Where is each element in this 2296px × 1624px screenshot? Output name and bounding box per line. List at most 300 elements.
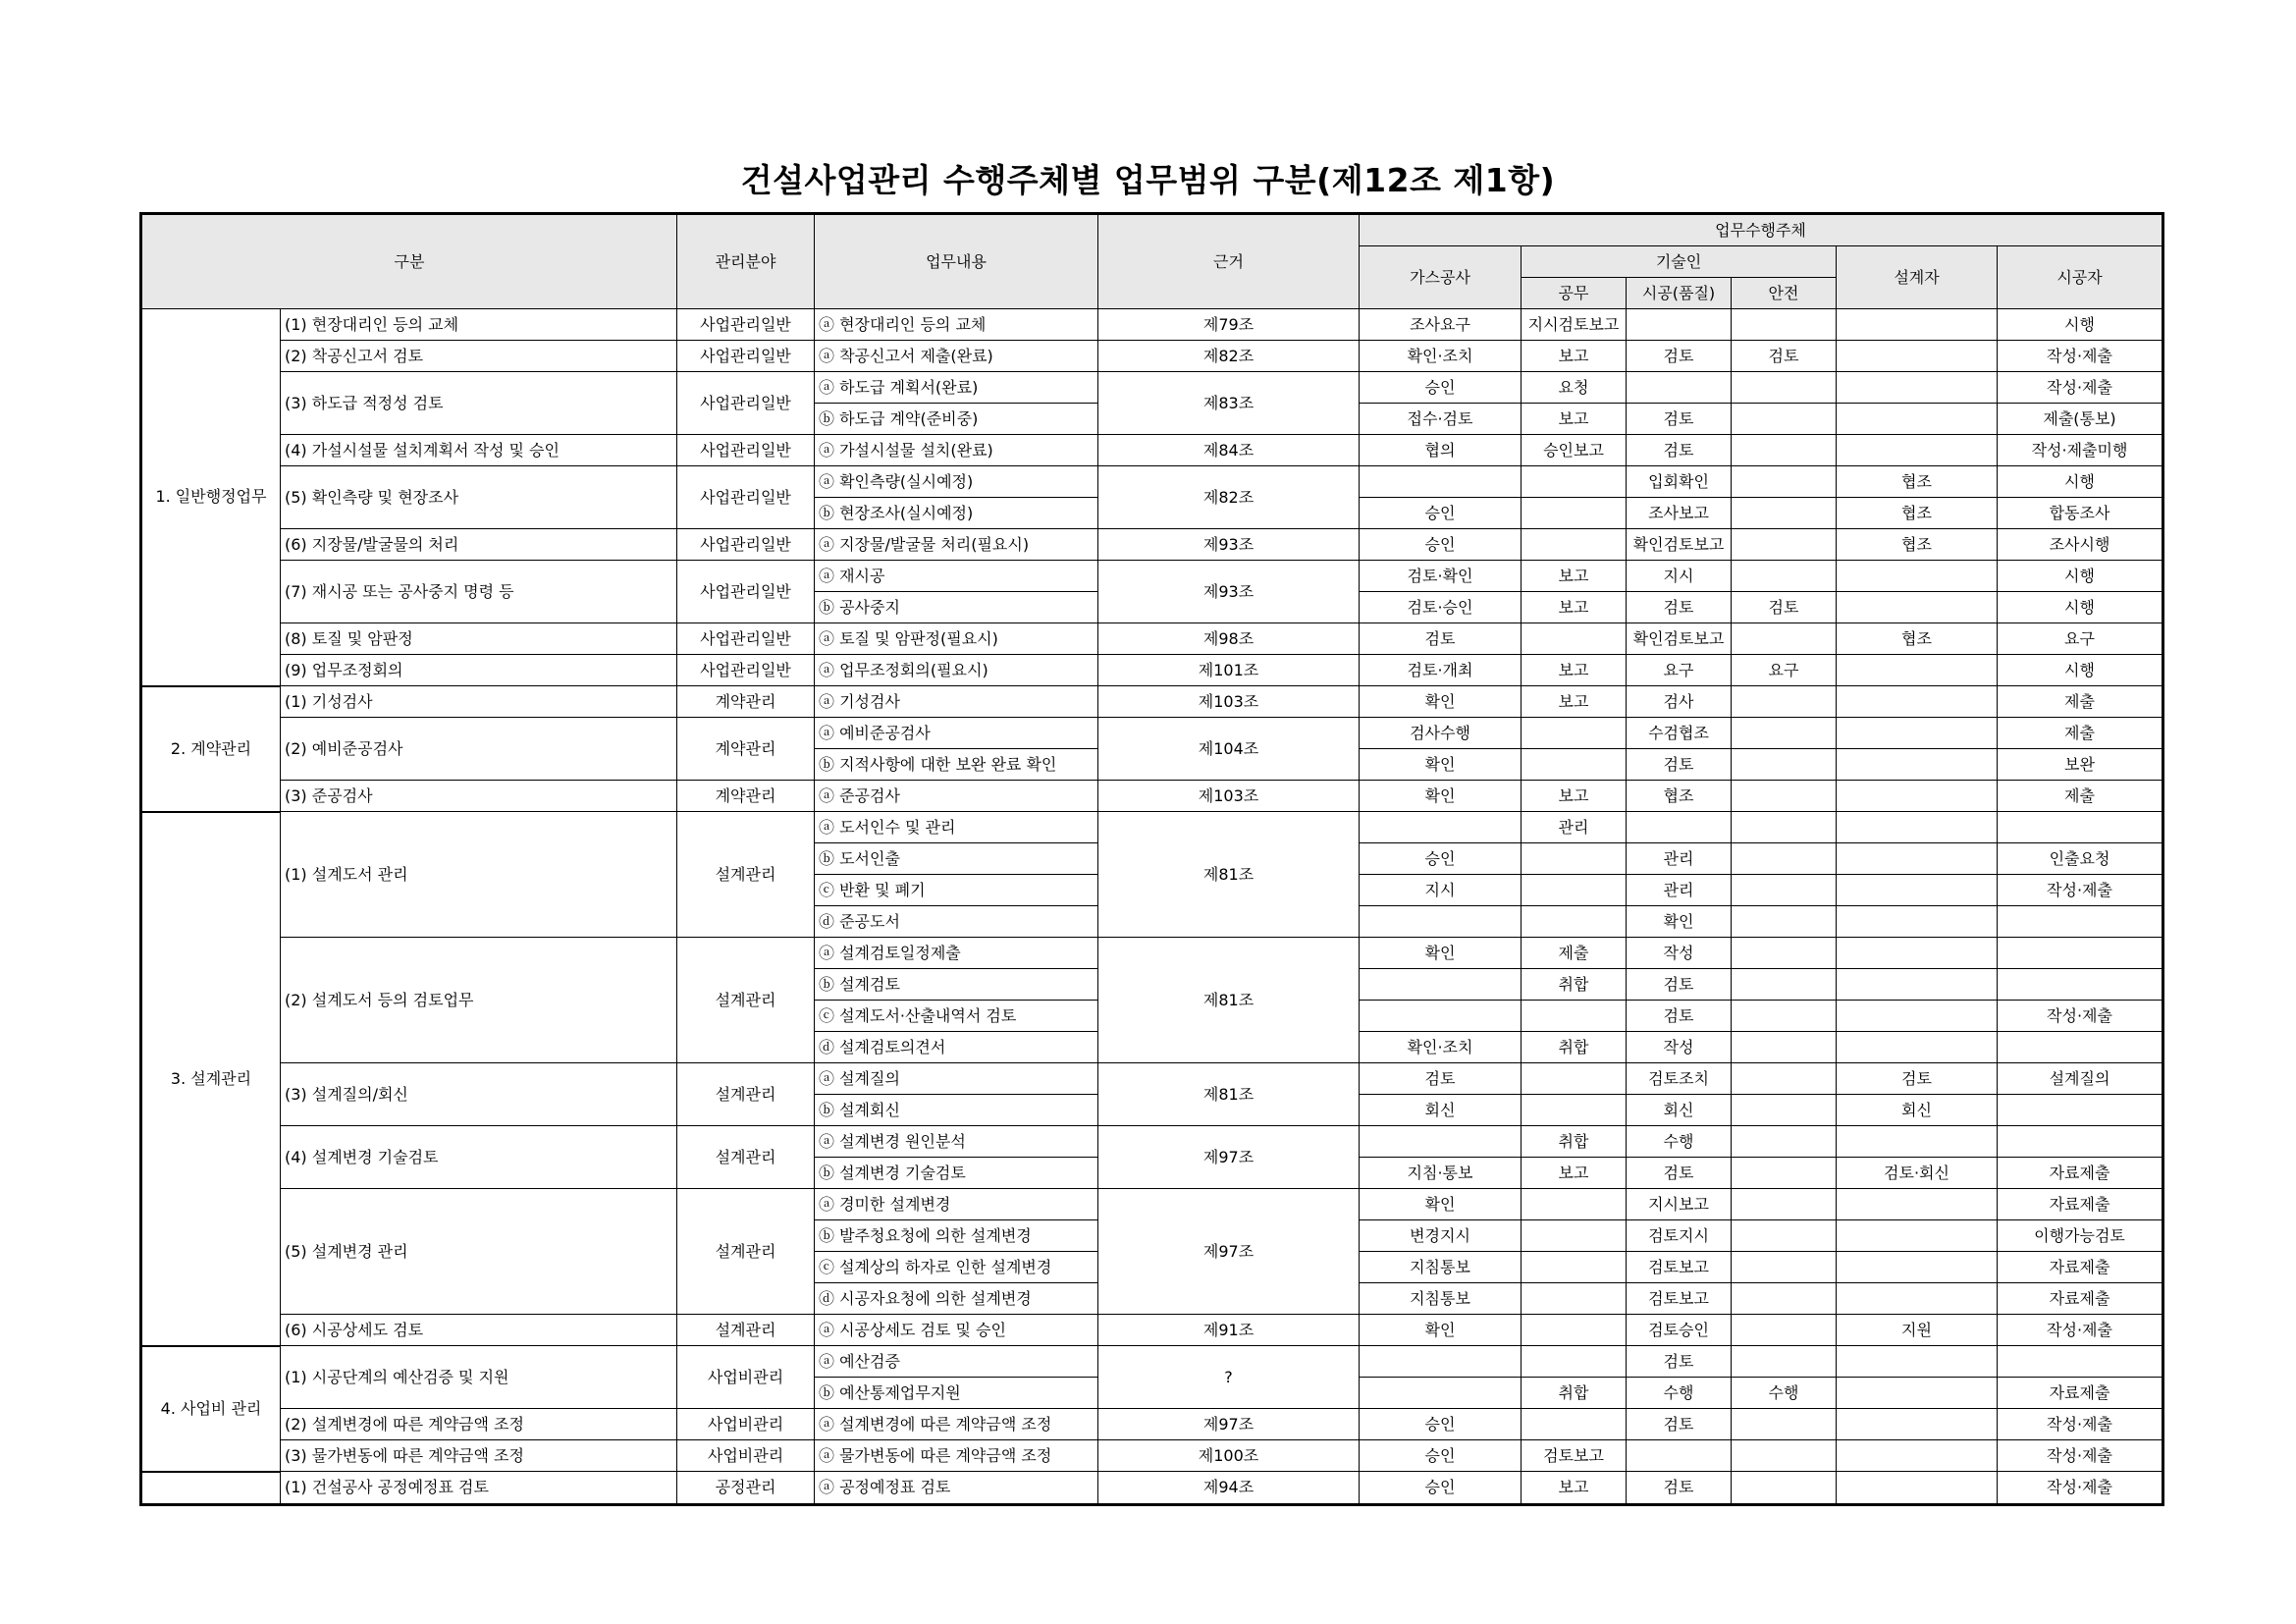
field-cell: 사업비관리 bbox=[677, 1440, 815, 1472]
contractor-cell: 작성·제출 bbox=[1998, 1440, 2163, 1472]
task-cell: ⓓ 설계검토의견서 bbox=[815, 1032, 1098, 1063]
task-cell: ⓑ 하도급 계약(준비중) bbox=[815, 404, 1098, 435]
gongmu-cell bbox=[1522, 1315, 1627, 1346]
task-cell: ⓐ 경미한 설계변경 bbox=[815, 1189, 1098, 1220]
designer-cell bbox=[1837, 309, 1998, 341]
safety-cell bbox=[1732, 938, 1837, 969]
gongmu-cell: 보고 bbox=[1522, 404, 1627, 435]
item-cell: (5) 설계변경 관리 bbox=[281, 1189, 677, 1315]
task-cell: ⓐ 기성검사 bbox=[815, 686, 1098, 718]
header-quality: 시공(품질) bbox=[1627, 278, 1732, 309]
safety-cell bbox=[1732, 372, 1837, 404]
contractor-cell: 제출 bbox=[1998, 781, 2163, 812]
designer-cell bbox=[1837, 655, 1998, 686]
contractor-cell: 자료제출 bbox=[1998, 1158, 2163, 1189]
safety-cell bbox=[1732, 843, 1837, 875]
safety-cell bbox=[1732, 1283, 1837, 1315]
designer-cell bbox=[1837, 843, 1998, 875]
contractor-cell: 시행 bbox=[1998, 592, 2163, 623]
task-cell: ⓐ 가설시설물 설치(완료) bbox=[815, 435, 1098, 466]
contractor-cell bbox=[1998, 812, 2163, 843]
quality-cell: 검토 bbox=[1627, 592, 1732, 623]
field-cell: 사업관리일반 bbox=[677, 466, 815, 529]
basis-cell: 제97조 bbox=[1098, 1409, 1360, 1440]
gas-cell: 접수·검토 bbox=[1360, 404, 1522, 435]
safety-cell bbox=[1732, 749, 1837, 781]
gas-cell: 변경지시 bbox=[1360, 1220, 1522, 1252]
designer-cell bbox=[1837, 561, 1998, 592]
contractor-cell bbox=[1998, 906, 2163, 938]
task-cell: ⓑ 도서인출 bbox=[815, 843, 1098, 875]
contractor-cell bbox=[1998, 1126, 2163, 1158]
gongmu-cell: 검토보고 bbox=[1522, 1440, 1627, 1472]
quality-cell: 수행 bbox=[1627, 1126, 1732, 1158]
basis-cell: 제94조 bbox=[1098, 1472, 1360, 1505]
contractor-cell: 이행가능검토 bbox=[1998, 1220, 2163, 1252]
table-row bbox=[141, 466, 2163, 498]
header-gongmu: 공무 bbox=[1522, 278, 1627, 309]
item-cell: (1) 건설공사 공정예정표 검토 bbox=[281, 1472, 677, 1505]
task-cell: ⓐ 현장대리인 등의 교체 bbox=[815, 309, 1098, 341]
contractor-cell: 시행 bbox=[1998, 309, 2163, 341]
quality-cell: 수행 bbox=[1627, 1378, 1732, 1409]
quality-cell bbox=[1627, 812, 1732, 843]
gongmu-cell: 보고 bbox=[1522, 1158, 1627, 1189]
basis-cell: 제100조 bbox=[1098, 1440, 1360, 1472]
table-row bbox=[141, 718, 2163, 749]
safety-cell bbox=[1732, 875, 1837, 906]
gas-cell bbox=[1360, 969, 1522, 1001]
safety-cell: 수행 bbox=[1732, 1378, 1837, 1409]
field-cell: 공정관리 bbox=[677, 1472, 815, 1505]
table-row bbox=[141, 686, 2163, 718]
item-cell: (9) 업무조정회의 bbox=[281, 655, 677, 686]
task-cell: ⓐ 업무조정회의(필요시) bbox=[815, 655, 1098, 686]
field-cell: 설계관리 bbox=[677, 1063, 815, 1126]
header-gubun: 구분 bbox=[141, 214, 677, 309]
gongmu-cell bbox=[1522, 1220, 1627, 1252]
gas-cell: 검토·승인 bbox=[1360, 592, 1522, 623]
contractor-cell: 인출요청 bbox=[1998, 843, 2163, 875]
gas-cell: 지침통보 bbox=[1360, 1283, 1522, 1315]
task-cell: ⓑ 설계변경 기술검토 bbox=[815, 1158, 1098, 1189]
gongmu-cell bbox=[1522, 1095, 1627, 1126]
basis-cell: ? bbox=[1098, 1346, 1360, 1409]
contractor-cell: 요구 bbox=[1998, 623, 2163, 655]
quality-cell: 검토조치 bbox=[1627, 1063, 1732, 1095]
designer-cell bbox=[1837, 1220, 1998, 1252]
table-row bbox=[141, 781, 2163, 812]
gas-cell bbox=[1360, 466, 1522, 498]
safety-cell bbox=[1732, 435, 1837, 466]
category-cell: 2. 계약관리 bbox=[141, 686, 281, 812]
designer-cell bbox=[1837, 341, 1998, 372]
field-cell: 계약관리 bbox=[677, 781, 815, 812]
designer-cell bbox=[1837, 1472, 1998, 1505]
basis-cell: 제82조 bbox=[1098, 341, 1360, 372]
designer-cell bbox=[1837, 749, 1998, 781]
field-cell: 사업관리일반 bbox=[677, 623, 815, 655]
safety-cell bbox=[1732, 1252, 1837, 1283]
task-cell: ⓒ 설계상의 하자로 인한 설계변경 bbox=[815, 1252, 1098, 1283]
task-cell: ⓑ 설계검토 bbox=[815, 969, 1098, 1001]
gongmu-cell: 승인보고 bbox=[1522, 435, 1627, 466]
basis-cell: 제79조 bbox=[1098, 309, 1360, 341]
gongmu-cell: 취합 bbox=[1522, 1032, 1627, 1063]
field-cell: 설계관리 bbox=[677, 1189, 815, 1315]
item-cell: (1) 현장대리인 등의 교체 bbox=[281, 309, 677, 341]
designer-cell bbox=[1837, 906, 1998, 938]
table-row bbox=[141, 1409, 2163, 1440]
designer-cell: 지원 bbox=[1837, 1315, 1998, 1346]
header-field: 관리분야 bbox=[677, 214, 815, 309]
item-cell: (3) 설계질의/회신 bbox=[281, 1063, 677, 1126]
safety-cell bbox=[1732, 781, 1837, 812]
table-row bbox=[141, 1346, 2163, 1378]
designer-cell: 검토 bbox=[1837, 1063, 1998, 1095]
quality-cell: 검토 bbox=[1627, 1472, 1732, 1505]
quality-cell: 확인 bbox=[1627, 906, 1732, 938]
basis-cell: 제93조 bbox=[1098, 529, 1360, 561]
quality-cell: 검토 bbox=[1627, 1001, 1732, 1032]
item-cell: (5) 확인측량 및 현장조사 bbox=[281, 466, 677, 529]
gas-cell: 검토·개최 bbox=[1360, 655, 1522, 686]
task-cell: ⓐ 착공신고서 제출(완료) bbox=[815, 341, 1098, 372]
task-cell: ⓓ 시공자요청에 의한 설계변경 bbox=[815, 1283, 1098, 1315]
gas-cell: 지침통보 bbox=[1360, 1252, 1522, 1283]
quality-cell: 검토보고 bbox=[1627, 1283, 1732, 1315]
designer-cell bbox=[1837, 875, 1998, 906]
task-cell: ⓐ 설계변경 원인분석 bbox=[815, 1126, 1098, 1158]
category-cell: 1. 일반행정업무 bbox=[141, 309, 281, 686]
gongmu-cell bbox=[1522, 843, 1627, 875]
field-cell: 설계관리 bbox=[677, 1126, 815, 1189]
quality-cell: 수검협조 bbox=[1627, 718, 1732, 749]
table-row bbox=[141, 341, 2163, 372]
quality-cell bbox=[1627, 1440, 1732, 1472]
header-contractor: 시공자 bbox=[1998, 246, 2163, 309]
contractor-cell: 제출 bbox=[1998, 718, 2163, 749]
gas-cell bbox=[1360, 1126, 1522, 1158]
basis-cell: 제82조 bbox=[1098, 466, 1360, 529]
designer-cell bbox=[1837, 1032, 1998, 1063]
task-cell: ⓐ 토질 및 암판정(필요시) bbox=[815, 623, 1098, 655]
designer-cell bbox=[1837, 1189, 1998, 1220]
gas-cell: 승인 bbox=[1360, 1440, 1522, 1472]
gongmu-cell bbox=[1522, 498, 1627, 529]
task-cell: ⓑ 지적사항에 대한 보완 완료 확인 bbox=[815, 749, 1098, 781]
gongmu-cell: 보고 bbox=[1522, 1472, 1627, 1505]
gas-cell: 확인 bbox=[1360, 686, 1522, 718]
gas-cell bbox=[1360, 1346, 1522, 1378]
category-cell bbox=[141, 1472, 281, 1505]
gas-cell bbox=[1360, 906, 1522, 938]
header-gas: 가스공사 bbox=[1360, 246, 1522, 309]
quality-cell: 작성 bbox=[1627, 938, 1732, 969]
gas-cell bbox=[1360, 812, 1522, 843]
gongmu-cell bbox=[1522, 529, 1627, 561]
gas-cell: 지시 bbox=[1360, 875, 1522, 906]
field-cell: 설계관리 bbox=[677, 938, 815, 1063]
task-cell: ⓐ 물가변동에 따른 계약금액 조정 bbox=[815, 1440, 1098, 1472]
designer-cell: 검토·회신 bbox=[1837, 1158, 1998, 1189]
safety-cell bbox=[1732, 1440, 1837, 1472]
designer-cell bbox=[1837, 1283, 1998, 1315]
safety-cell bbox=[1732, 1472, 1837, 1505]
contractor-cell: 제출 bbox=[1998, 686, 2163, 718]
basis-cell: 제104조 bbox=[1098, 718, 1360, 781]
quality-cell: 지시보고 bbox=[1627, 1189, 1732, 1220]
task-cell: ⓐ 설계변경에 따른 계약금액 조정 bbox=[815, 1409, 1098, 1440]
table-row bbox=[141, 1315, 2163, 1346]
designer-cell bbox=[1837, 686, 1998, 718]
basis-cell: 제81조 bbox=[1098, 812, 1360, 938]
contractor-cell: 시행 bbox=[1998, 655, 2163, 686]
safety-cell bbox=[1732, 1346, 1837, 1378]
gas-cell: 지침·통보 bbox=[1360, 1158, 1522, 1189]
quality-cell: 관리 bbox=[1627, 843, 1732, 875]
contractor-cell bbox=[1998, 969, 2163, 1001]
safety-cell bbox=[1732, 686, 1837, 718]
item-cell: (2) 설계도서 등의 검토업무 bbox=[281, 938, 677, 1063]
gongmu-cell bbox=[1522, 466, 1627, 498]
quality-cell: 검토지시 bbox=[1627, 1220, 1732, 1252]
contractor-cell bbox=[1998, 1346, 2163, 1378]
basis-cell: 제84조 bbox=[1098, 435, 1360, 466]
designer-cell bbox=[1837, 372, 1998, 404]
quality-cell: 검토 bbox=[1627, 1409, 1732, 1440]
gas-cell: 승인 bbox=[1360, 1409, 1522, 1440]
task-cell: ⓐ 재시공 bbox=[815, 561, 1098, 592]
quality-cell: 검사 bbox=[1627, 686, 1732, 718]
task-cell: ⓐ 하도급 계획서(완료) bbox=[815, 372, 1098, 404]
designer-cell bbox=[1837, 1001, 1998, 1032]
item-cell: (2) 설계변경에 따른 계약금액 조정 bbox=[281, 1409, 677, 1440]
quality-cell: 검토 bbox=[1627, 435, 1732, 466]
gongmu-cell: 제출 bbox=[1522, 938, 1627, 969]
safety-cell bbox=[1732, 1095, 1837, 1126]
designer-cell: 협조 bbox=[1837, 498, 1998, 529]
field-cell: 사업관리일반 bbox=[677, 435, 815, 466]
field-cell: 계약관리 bbox=[677, 686, 815, 718]
gongmu-cell: 보고 bbox=[1522, 341, 1627, 372]
designer-cell bbox=[1837, 1252, 1998, 1283]
safety-cell bbox=[1732, 1409, 1837, 1440]
safety-cell: 검토 bbox=[1732, 341, 1837, 372]
gongmu-cell bbox=[1522, 1063, 1627, 1095]
field-cell: 사업관리일반 bbox=[677, 655, 815, 686]
field-cell: 사업관리일반 bbox=[677, 529, 815, 561]
quality-cell: 조사보고 bbox=[1627, 498, 1732, 529]
field-cell: 사업관리일반 bbox=[677, 341, 815, 372]
safety-cell bbox=[1732, 498, 1837, 529]
contractor-cell: 조사시행 bbox=[1998, 529, 2163, 561]
safety-cell bbox=[1732, 1001, 1837, 1032]
safety-cell bbox=[1732, 906, 1837, 938]
safety-cell bbox=[1732, 1063, 1837, 1095]
header-performer: 업무수행주체 bbox=[1360, 214, 2163, 246]
quality-cell: 검토승인 bbox=[1627, 1315, 1732, 1346]
quality-cell: 입회확인 bbox=[1627, 466, 1732, 498]
gongmu-cell bbox=[1522, 1346, 1627, 1378]
task-cell: ⓐ 예산검증 bbox=[815, 1346, 1098, 1378]
gas-cell: 확인 bbox=[1360, 781, 1522, 812]
header-safety: 안전 bbox=[1732, 278, 1837, 309]
field-cell: 사업관리일반 bbox=[677, 561, 815, 623]
table-row bbox=[141, 1440, 2163, 1472]
gas-cell bbox=[1360, 1378, 1522, 1409]
quality-cell: 검토 bbox=[1627, 404, 1732, 435]
designer-cell bbox=[1837, 969, 1998, 1001]
gongmu-cell bbox=[1522, 906, 1627, 938]
field-cell: 설계관리 bbox=[677, 812, 815, 938]
gas-cell: 승인 bbox=[1360, 498, 1522, 529]
table-row bbox=[141, 1472, 2163, 1505]
quality-cell bbox=[1627, 309, 1732, 341]
table-row bbox=[141, 812, 2163, 843]
gongmu-cell: 보고 bbox=[1522, 781, 1627, 812]
gas-cell: 회신 bbox=[1360, 1095, 1522, 1126]
gongmu-cell bbox=[1522, 718, 1627, 749]
basis-cell: 제91조 bbox=[1098, 1315, 1360, 1346]
gongmu-cell bbox=[1522, 1409, 1627, 1440]
designer-cell bbox=[1837, 718, 1998, 749]
task-cell: ⓐ 설계질의 bbox=[815, 1063, 1098, 1095]
basis-cell: 제98조 bbox=[1098, 623, 1360, 655]
safety-cell bbox=[1732, 1032, 1837, 1063]
designer-cell bbox=[1837, 938, 1998, 969]
table-row bbox=[141, 938, 2163, 969]
task-cell: ⓐ 시공상세도 검토 및 승인 bbox=[815, 1315, 1098, 1346]
table-row bbox=[141, 1126, 2163, 1158]
gas-cell: 확인 bbox=[1360, 1315, 1522, 1346]
task-cell: ⓑ 현장조사(실시예정) bbox=[815, 498, 1098, 529]
quality-cell: 검토 bbox=[1627, 341, 1732, 372]
gas-cell bbox=[1360, 1001, 1522, 1032]
designer-cell bbox=[1837, 812, 1998, 843]
table-row bbox=[141, 561, 2163, 592]
header-engineer: 기술인 bbox=[1522, 246, 1837, 278]
contractor-cell bbox=[1998, 1095, 2163, 1126]
table-row bbox=[141, 1063, 2163, 1095]
task-cell: ⓐ 확인측량(실시예정) bbox=[815, 466, 1098, 498]
contractor-cell: 자료제출 bbox=[1998, 1189, 2163, 1220]
table-row bbox=[141, 529, 2163, 561]
gas-cell: 확인 bbox=[1360, 938, 1522, 969]
task-cell: ⓒ 반환 및 폐기 bbox=[815, 875, 1098, 906]
table-row bbox=[141, 623, 2163, 655]
contractor-cell bbox=[1998, 938, 2163, 969]
basis-cell: 제81조 bbox=[1098, 1063, 1360, 1126]
task-cell: ⓓ 준공도서 bbox=[815, 906, 1098, 938]
field-cell: 사업관리일반 bbox=[677, 309, 815, 341]
gongmu-cell: 요청 bbox=[1522, 372, 1627, 404]
task-cell: ⓐ 지장물/발굴물 처리(필요시) bbox=[815, 529, 1098, 561]
gongmu-cell: 지시검토보고 bbox=[1522, 309, 1627, 341]
gongmu-cell bbox=[1522, 875, 1627, 906]
gongmu-cell bbox=[1522, 623, 1627, 655]
item-cell: (3) 하도급 적정성 검토 bbox=[281, 372, 677, 435]
gongmu-cell bbox=[1522, 1189, 1627, 1220]
category-cell: 4. 사업비 관리 bbox=[141, 1346, 281, 1472]
designer-cell bbox=[1837, 592, 1998, 623]
gongmu-cell: 보고 bbox=[1522, 686, 1627, 718]
designer-cell: 협조 bbox=[1837, 466, 1998, 498]
gas-cell: 확인 bbox=[1360, 1189, 1522, 1220]
quality-cell: 협조 bbox=[1627, 781, 1732, 812]
gongmu-cell: 취합 bbox=[1522, 1126, 1627, 1158]
task-cell: ⓐ 공정예정표 검토 bbox=[815, 1472, 1098, 1505]
gongmu-cell: 관리 bbox=[1522, 812, 1627, 843]
gas-cell: 검토·확인 bbox=[1360, 561, 1522, 592]
item-cell: (3) 준공검사 bbox=[281, 781, 677, 812]
designer-cell: 협조 bbox=[1837, 529, 1998, 561]
safety-cell bbox=[1732, 1189, 1837, 1220]
basis-cell: 제97조 bbox=[1098, 1189, 1360, 1315]
safety-cell bbox=[1732, 812, 1837, 843]
contractor-cell: 작성·제출 bbox=[1998, 1315, 2163, 1346]
table-row bbox=[141, 372, 2163, 404]
quality-cell: 지시 bbox=[1627, 561, 1732, 592]
basis-cell: 제83조 bbox=[1098, 372, 1360, 435]
contractor-cell: 작성·제출 bbox=[1998, 341, 2163, 372]
gas-cell: 검토 bbox=[1360, 623, 1522, 655]
header-row-1 bbox=[141, 214, 2163, 246]
task-cell: ⓑ 공사중지 bbox=[815, 592, 1098, 623]
basis-cell: 제103조 bbox=[1098, 781, 1360, 812]
table-row bbox=[141, 435, 2163, 466]
designer-cell bbox=[1837, 435, 1998, 466]
safety-cell bbox=[1732, 1158, 1837, 1189]
quality-cell: 검토보고 bbox=[1627, 1252, 1732, 1283]
quality-cell: 검토 bbox=[1627, 1346, 1732, 1378]
designer-cell: 협조 bbox=[1837, 623, 1998, 655]
header-designer: 설계자 bbox=[1837, 246, 1998, 309]
contractor-cell bbox=[1998, 1032, 2163, 1063]
safety-cell bbox=[1732, 529, 1837, 561]
item-cell: (4) 설계변경 기술검토 bbox=[281, 1126, 677, 1189]
safety-cell bbox=[1732, 969, 1837, 1001]
task-cell: ⓐ 도서인수 및 관리 bbox=[815, 812, 1098, 843]
item-cell: (6) 시공상세도 검토 bbox=[281, 1315, 677, 1346]
gongmu-cell: 보고 bbox=[1522, 592, 1627, 623]
designer-cell bbox=[1837, 1378, 1998, 1409]
task-cell: ⓑ 발주청요청에 의한 설계변경 bbox=[815, 1220, 1098, 1252]
safety-cell bbox=[1732, 1220, 1837, 1252]
item-cell: (6) 지장물/발굴물의 처리 bbox=[281, 529, 677, 561]
gongmu-cell: 보고 bbox=[1522, 655, 1627, 686]
contractor-cell: 시행 bbox=[1998, 561, 2163, 592]
contractor-cell: 보완 bbox=[1998, 749, 2163, 781]
category-cell: 3. 설계관리 bbox=[141, 812, 281, 1346]
gas-cell: 검사수행 bbox=[1360, 718, 1522, 749]
basis-cell: 제81조 bbox=[1098, 938, 1360, 1063]
gongmu-cell: 취합 bbox=[1522, 969, 1627, 1001]
designer-cell bbox=[1837, 1409, 1998, 1440]
field-cell: 사업비관리 bbox=[677, 1409, 815, 1440]
designer-cell bbox=[1837, 781, 1998, 812]
field-cell: 사업비관리 bbox=[677, 1346, 815, 1409]
scope-table bbox=[139, 212, 2164, 1506]
task-cell: ⓑ 예산통제업무지원 bbox=[815, 1378, 1098, 1409]
quality-cell: 회신 bbox=[1627, 1095, 1732, 1126]
contractor-cell: 작성·제출 bbox=[1998, 1001, 2163, 1032]
item-cell: (1) 기성검사 bbox=[281, 686, 677, 718]
quality-cell: 확인검토보고 bbox=[1627, 529, 1732, 561]
contractor-cell: 작성·제출 bbox=[1998, 875, 2163, 906]
contractor-cell: 자료제출 bbox=[1998, 1252, 2163, 1283]
gongmu-cell bbox=[1522, 1001, 1627, 1032]
